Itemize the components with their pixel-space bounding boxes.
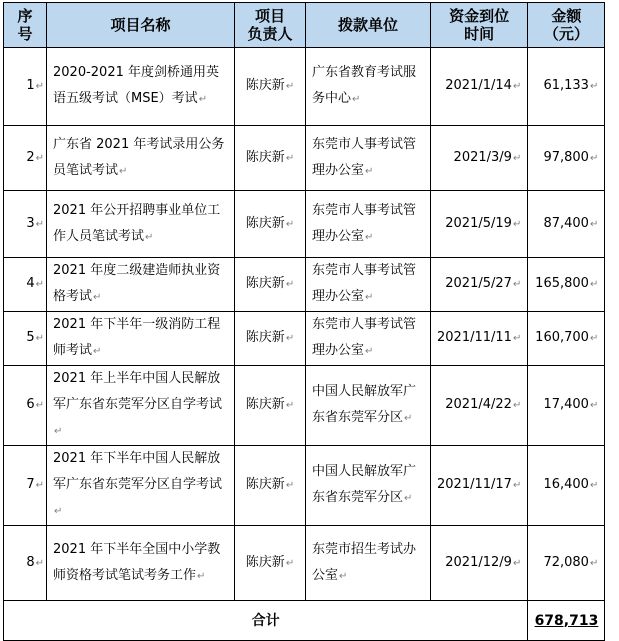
cell-amount: 97,800↵: [528, 126, 605, 191]
document: [3, 2, 605, 641]
cell-no: 3↵: [4, 191, 47, 258]
cell-unit: 东莞市人事考试管理办公室↵: [306, 191, 431, 258]
funding-table: [3, 2, 605, 641]
header-person: 项目 负责人: [235, 3, 306, 48]
cell-unit: 东莞市人事考试管理办公室↵: [306, 126, 431, 191]
total-amount: 678,713: [528, 601, 605, 641]
cell-date: 2021/1/14↵: [431, 48, 528, 126]
cell-amount: 160,700↵: [528, 312, 605, 366]
total-row: [4, 601, 605, 641]
cell-amount: 165,800↵: [528, 258, 605, 312]
cell-amount: 61,133↵: [528, 48, 605, 126]
cell-unit: 东莞市招生考试办公室↵: [306, 526, 431, 601]
cell-name: 2021 年下半年全国中小学教师资格考试笔试考务工作↵: [47, 526, 235, 601]
cell-amount: 72,080↵: [528, 526, 605, 601]
cell-name: 广东省 2021 年考试录用公务员笔试考试↵: [47, 126, 235, 191]
cell-name: 2021 年下半年一级消防工程师考试↵: [47, 312, 235, 366]
table-row: [4, 258, 605, 312]
cell-person: 陈庆新↵: [235, 48, 306, 126]
cell-name: 2021 年度二级建造师执业资格考试↵: [47, 258, 235, 312]
table-row: [4, 366, 605, 446]
cell-name: 2021 年公开招聘事业单位工作人员笔试考试↵: [47, 191, 235, 258]
table-row: [4, 48, 605, 126]
cell-date: 2021/12/9↵: [431, 526, 528, 601]
cell-no: 2↵: [4, 126, 47, 191]
cell-name: 2021 年上半年中国人民解放军广东省东莞军分区自学考试↵: [47, 366, 235, 446]
cell-date: 2021/5/19↵: [431, 191, 528, 258]
table-row: [4, 526, 605, 601]
cell-amount: 87,400↵: [528, 191, 605, 258]
cell-date: 2021/4/22↵: [431, 366, 528, 446]
cell-no: 4↵: [4, 258, 47, 312]
cell-amount: 17,400↵: [528, 366, 605, 446]
table-row: [4, 446, 605, 526]
cell-unit: 中国人民解放军广东省东莞军分区↵: [306, 366, 431, 446]
cell-unit: 东莞市人事考试管理办公室↵: [306, 258, 431, 312]
cell-no: 8↵: [4, 526, 47, 601]
cell-no: 7↵: [4, 446, 47, 526]
cell-unit: 广东省教育考试服务中心↵: [306, 48, 431, 126]
cell-person: 陈庆新↵: [235, 526, 306, 601]
cell-person: 陈庆新↵: [235, 312, 306, 366]
cell-no: 6↵: [4, 366, 47, 446]
cell-no: 1↵: [4, 48, 47, 126]
cell-date: 2021/3/9↵: [431, 126, 528, 191]
header-date: 资金到位 时间: [431, 3, 528, 48]
cell-person: 陈庆新↵: [235, 258, 306, 312]
cell-person: 陈庆新↵: [235, 446, 306, 526]
cell-person: 陈庆新↵: [235, 191, 306, 258]
header-no: 序 号: [4, 3, 47, 48]
table-row: [4, 191, 605, 258]
cell-unit: 中国人民解放军广东省东莞军分区↵: [306, 446, 431, 526]
cell-unit: 东莞市人事考试管理办公室↵: [306, 312, 431, 366]
header-amount: 金额 （元）: [528, 3, 605, 48]
cell-name: 2020-2021 年度剑桥通用英语五级考试（MSE）考试↵: [47, 48, 235, 126]
header-row: [4, 3, 605, 48]
cell-date: 2021/11/11↵: [431, 312, 528, 366]
cell-amount: 16,400↵: [528, 446, 605, 526]
cell-person: 陈庆新↵: [235, 126, 306, 191]
table-row: [4, 312, 605, 366]
table-row: [4, 126, 605, 191]
cell-date: 2021/11/17↵: [431, 446, 528, 526]
cell-name: 2021 年下半年中国人民解放军广东省东莞军分区自学考试↵: [47, 446, 235, 526]
header-unit: 拨款单位: [306, 3, 431, 48]
cell-person: 陈庆新↵: [235, 366, 306, 446]
cell-no: 5↵: [4, 312, 47, 366]
total-label: 合计: [4, 601, 528, 641]
header-name: 项目名称: [47, 3, 235, 48]
cell-date: 2021/5/27↵: [431, 258, 528, 312]
